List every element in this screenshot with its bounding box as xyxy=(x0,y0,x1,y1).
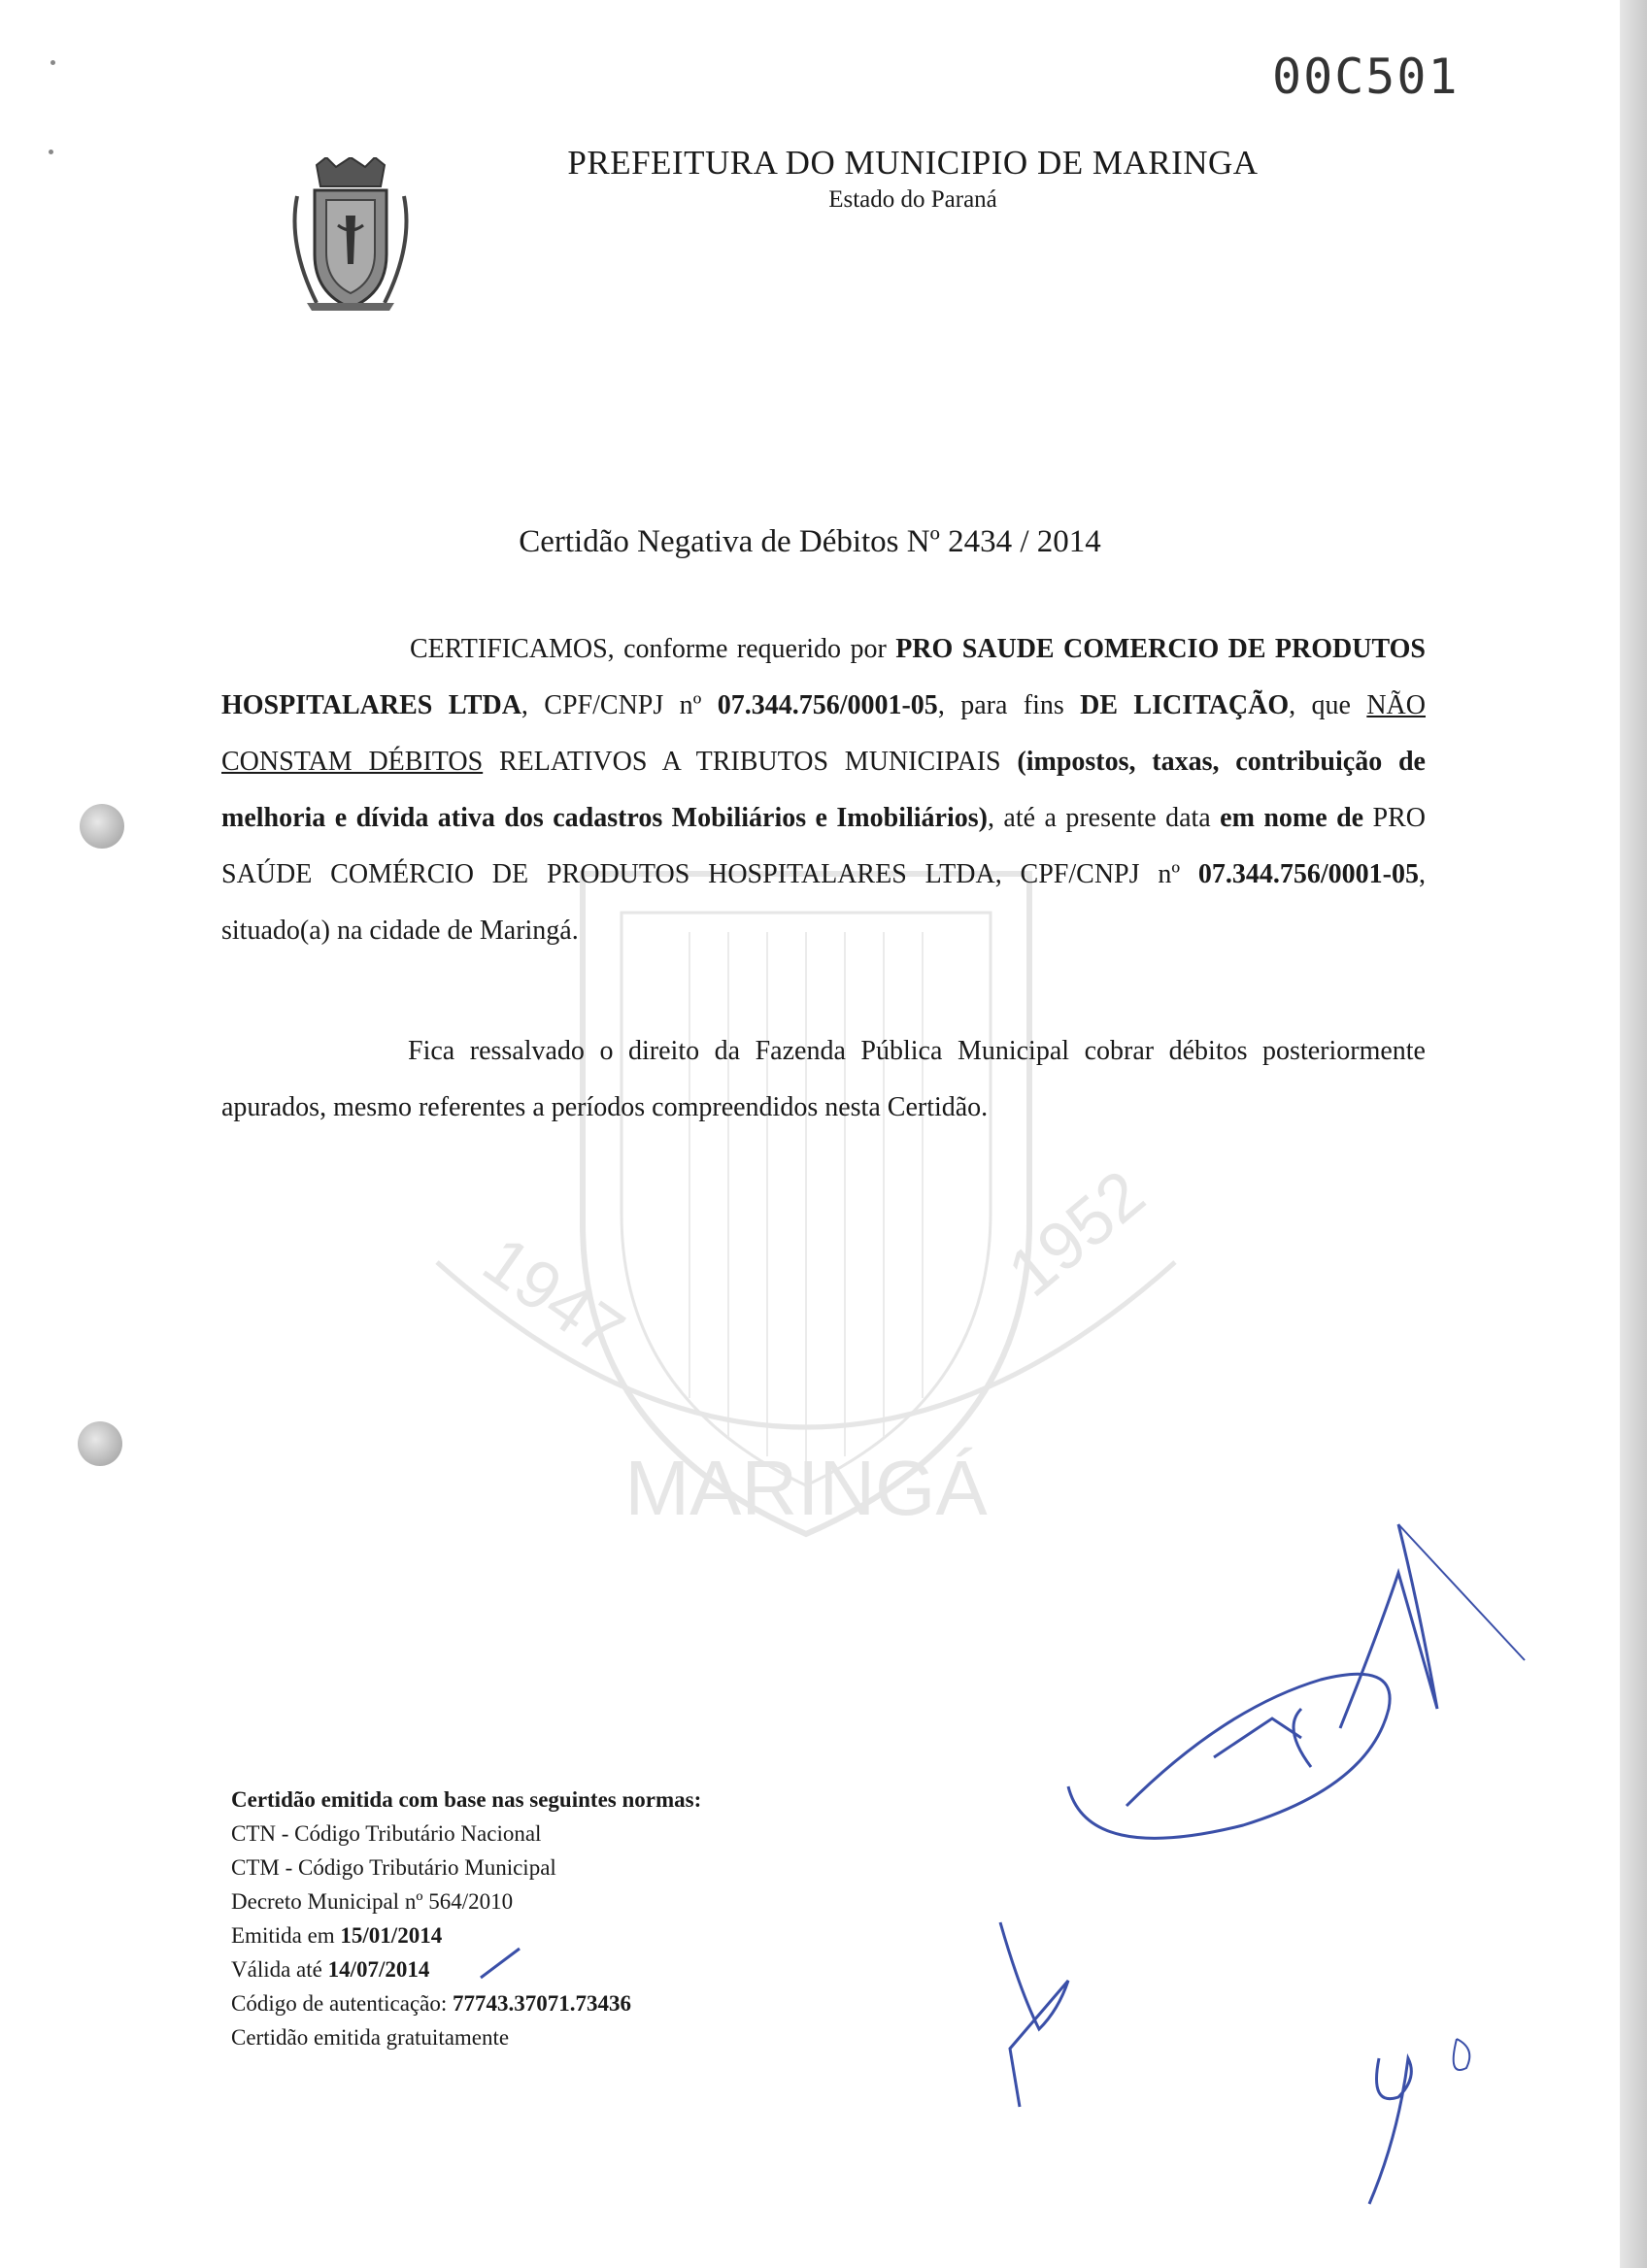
footer-line: CTM - Código Tributário Municipal xyxy=(231,1855,556,1880)
punch-hole xyxy=(80,804,124,849)
body-text: , para fins xyxy=(937,690,1081,720)
header-title: PREFEITURA DO MUNICIPIO DE MARINGA xyxy=(567,144,1259,182)
issued-label: Emitida em xyxy=(231,1923,341,1948)
issued-date: 15/01/2014 xyxy=(340,1923,443,1948)
tax-list: (impostos, taxas, contribuição de melhoria e dívida ativa dos cadastros Mobiliários e Imobiliários) xyxy=(221,747,1426,833)
valid-label: Válida até xyxy=(231,1957,328,1982)
valid-date-line xyxy=(231,1952,969,1986)
in-name-of: em nome de xyxy=(1220,803,1364,833)
coat-of-arms-icon xyxy=(287,157,414,313)
watermark-city: MARINGÁ xyxy=(624,1445,988,1531)
body-text: , CPF/CNPJ nº xyxy=(521,690,718,720)
watermark-year-left: 1947 xyxy=(470,1221,638,1371)
footer-line: CTN - Código Tributário Nacional xyxy=(231,1821,542,1846)
company-name-1: PRO SAUDE COMERCIO DE PRODUTOS HOSPITALARES LTDA xyxy=(221,634,1426,720)
auth-label: Código de autenticação: xyxy=(231,1991,454,2016)
issued-date-line xyxy=(231,1918,969,1952)
valid-date: 14/07/2014 xyxy=(327,1957,430,1982)
body-text: , que xyxy=(1289,690,1367,720)
body-text: CERTIFICAMOS, conforme requerido por xyxy=(410,634,896,664)
auth-code: 77743.37071.73436 xyxy=(453,1991,632,2016)
signature-initials xyxy=(981,1913,1097,2126)
body-text: RELATIVOS A TRIBUTOS MUNICIPAIS xyxy=(483,747,1018,777)
scan-dot xyxy=(50,60,55,65)
footer-norms xyxy=(231,1783,969,2054)
cnpj-1: 07.344.756/0001-05 xyxy=(717,690,938,720)
document-number: 00C501 xyxy=(1272,49,1460,105)
page-initials xyxy=(1330,2019,1486,2214)
watermark-year-right: 1952 xyxy=(993,1155,1159,1312)
free-issue-line: Certidão emitida gratuitamente xyxy=(231,2025,510,2050)
signature-main xyxy=(1049,1515,1554,1903)
validity-tick-mark xyxy=(476,1944,524,1983)
purpose: DE LICITAÇÃO xyxy=(1080,690,1290,720)
certificate-body xyxy=(221,621,1426,959)
header xyxy=(544,144,1282,214)
body-text: , até a presente data xyxy=(987,803,1221,833)
footer-line: Decreto Municipal nº 564/2010 xyxy=(231,1889,514,1914)
status-no-debts: NÃO CONSTAM DÉBITOS xyxy=(221,690,1426,777)
body-text: , situado(a) na cidade de Maringá. xyxy=(221,859,1426,946)
scan-dot xyxy=(49,150,53,154)
header-subtitle: Estado do Paraná xyxy=(828,186,997,213)
company-name-2: PRO SAÚDE COMÉRCIO DE PRODUTOS HOSPITALARES LTDA xyxy=(221,803,1427,889)
certificate-title: Certidão Negativa de Débitos Nº 2434 / 2014 xyxy=(519,524,1101,559)
punch-hole xyxy=(78,1421,122,1466)
scan-edge xyxy=(1620,0,1647,2268)
footer-title: Certidão emitida com base nas seguintes normas: xyxy=(231,1787,702,1812)
reservation-paragraph: Fica ressalvado o direito da Fazenda Pública Municipal cobrar débitos posteriormente apurados, mesmo referentes a períodos compreendidos nesta Certidão. xyxy=(221,1036,1426,1122)
auth-code-line xyxy=(231,1986,969,2020)
cnpj-2: 07.344.756/0001-05 xyxy=(1197,859,1419,889)
body-text: , CPF/CNPJ nº xyxy=(994,859,1198,889)
watermark-seal xyxy=(398,854,1214,1553)
